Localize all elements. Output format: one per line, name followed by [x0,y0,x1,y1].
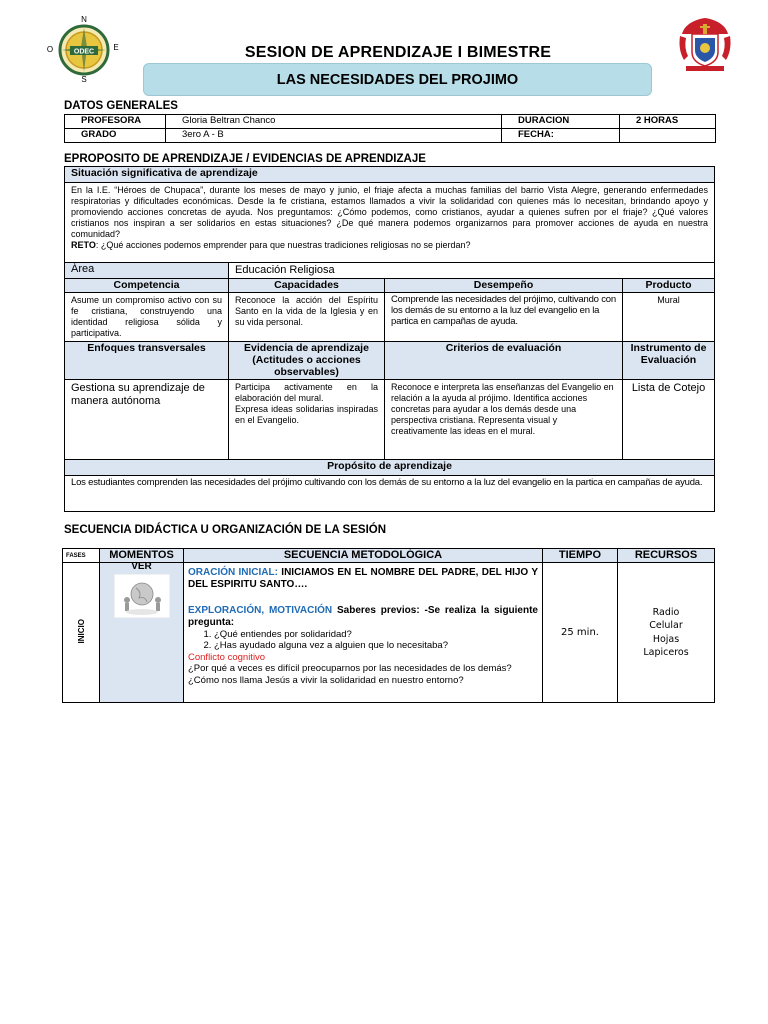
recurso-hojas: Hojas [652,633,680,645]
reto-label: RETO [71,239,96,250]
instrumento-text: Lista de Cotejo [623,379,715,459]
col-evidencia: Evidencia de aprendizaje (Actitudes o acciones observables) [229,341,385,379]
duracion-value: 2 HORAS [620,115,716,129]
recurso-celular: Celular [649,620,683,632]
oracion-text: INICIAMOS EN EL NOMBRE DEL PADRE, DEL HIJO Y DEL ESPIRITU SANTO…. [188,567,538,590]
col-tiempo: TIEMPO [543,549,618,563]
producto-text: Mural [623,293,715,342]
recurso-lapiceros: Lapiceros [643,646,689,658]
situacion-text [65,183,715,263]
datos-generales-heading: DATOS GENERALES [64,100,178,112]
recursos-cell [618,563,715,703]
grado-label: GRADO [65,129,166,143]
col-desempeno: Desempeño [385,279,623,293]
exploracion-label: EXPLORACIÓN, MOTIVACIÓN [188,605,333,616]
conflicto-1: ¿Por qué a veces es difícil preocuparnos por las necesidades de los demás? [188,663,512,675]
session-subtitle: LAS NECESIDADES DEL PROJIMO [143,63,652,96]
capacidades-text: Reconoce la acción del Espíritu Santo en la vida de la Iglesia y en su vida personal. [229,293,385,342]
tiempo-value: 25 min. [543,563,618,703]
logo-o: O [46,45,54,54]
enfoques-text: Gestiona su aprendizaje de manera autónoma [65,379,229,459]
momento-cell [100,563,184,703]
page-title: SESION DE APRENDIZAJE I BIMESTRE [244,44,552,61]
momento-ver: VER [131,561,152,572]
datos-generales-table [64,114,716,143]
col-competencia: Competencia [65,279,229,293]
preguntas-list [214,629,538,652]
exploracion-text: Saberes previos: -Se realiza la siguiente pregunta: [188,605,538,628]
world-figures-image [114,574,170,618]
logo-text: ODEC [73,48,95,56]
fase-inicio: INICIO [76,618,86,644]
secuencia-table [62,548,715,703]
logo-n: N [81,15,87,24]
evidencia-1: Participa activamente en la elaboración del mural. [235,381,378,403]
col-secuencia: SECUENCIA METODOLÓGICA [184,549,543,563]
recurso-radio: Radio [652,606,680,618]
proposito-heading: EPROPOSITO DE APRENDIZAJE / EVIDENCIAS DE APRENDIZAJE [64,153,426,165]
area-label: Área [65,263,229,279]
criterios-text: Reconoce e interpreta las enseñanzas del Evangelio en relación a la ayuda al prójimo. Identifica acciones concretas para ayudar a los demás desde una perspectiva cristiana. Representa visual y creativamente las ideas en el mural. [385,379,623,459]
conflicto-label: Conflicto cognitivo [188,651,266,663]
logo-e: E [113,43,119,52]
competencia-text: Asume un compromiso activo con su fe cristiana, construyendo una identidad religiosa sólida y participativa. [65,293,229,342]
evidencia-cell [229,379,385,459]
secuencia-content [184,563,543,703]
col-instrumento: Instrumento de Evaluación [623,341,715,379]
col-momentos: MOMENTOS [100,549,184,563]
fecha-value [620,129,716,143]
fase-cell [63,563,100,703]
duracion-label: DURACION [502,115,620,129]
situacion-label: Situación significativa de aprendizaje [65,167,715,183]
proposito-label: Propósito de aprendizaje [65,459,715,475]
secuencia-heading: SECUENCIA DIDÁCTICA U ORGANIZACIÓN DE LA SESIÓN [64,524,387,536]
pregunta-1: 1. ¿Qué entiendes por solidaridad? [214,629,538,640]
col-capacidades: Capacidades [229,279,385,293]
logo-s: S [81,75,87,84]
col-recursos: RECURSOS [618,549,715,563]
col-producto: Producto [623,279,715,293]
proposito-text: Los estudiantes comprenden las necesidades del prójimo cultivando con los demás de su entorno a la luz del evangelio en la partica en campañas de ayuda. [65,475,715,511]
col-criterios: Criterios de evaluación [385,341,623,379]
situacion-paragraph: En la I.E. “Héroes de Chupaca”, durante los meses de mayo y junio, el friaje afecta a muchas familias del barrio Vista Alegre, generando enfermedades respiratorias y dificultades económicas. Desde la fe cristiana, estamos llamados a vivir la solidaridad con quienes más lo necesitan, brindando apoyo y promoviendo acciones concretas de ayuda. Nos preguntamos: ¿Cómo podemos, como cristianos, ayudar a quienes sufren por el friaje? ¿Qué valores cristianos nos inspiran a ser solidarios en estas situaciones? ¿De qué manera podemos organizarnos para promover acciones de ayuda en nuestra comunidad? [71,185,709,239]
conflicto-2: ¿Cómo nos llama Jesús a vivir la solidaridad en nuestro entorno? [188,674,464,686]
proposito-table [64,166,715,512]
evidencia-2: Expresa ideas solidarias inspiradas en el Evangelio. [235,403,378,425]
profesora-label: PROFESORA [65,115,166,129]
col-fases: FASES [63,549,100,563]
oracion-label: ORACIÓN INICIAL: [188,567,278,578]
profesora-value: Gloria Beltran Chanco [166,115,502,129]
reto-text: : ¿Qué acciones podemos emprender para que nuestras tradiciones religiosas no se pierdan? [95,239,471,250]
desempeno-text: Comprende las necesidades del prójimo, cultivando con los demás de su entorno a la luz del evangelio en la partica en campañas de ayuda. [385,293,623,342]
grado-value: 3ero A - B [166,129,502,143]
col-enfoques: Enfoques transversales [65,341,229,379]
fecha-label: FECHA: [502,129,620,143]
pregunta-2: 2. ¿Has ayudado alguna vez a alguien que lo necesitaba? [214,640,538,651]
area-value: Educación Religiosa [229,263,715,279]
